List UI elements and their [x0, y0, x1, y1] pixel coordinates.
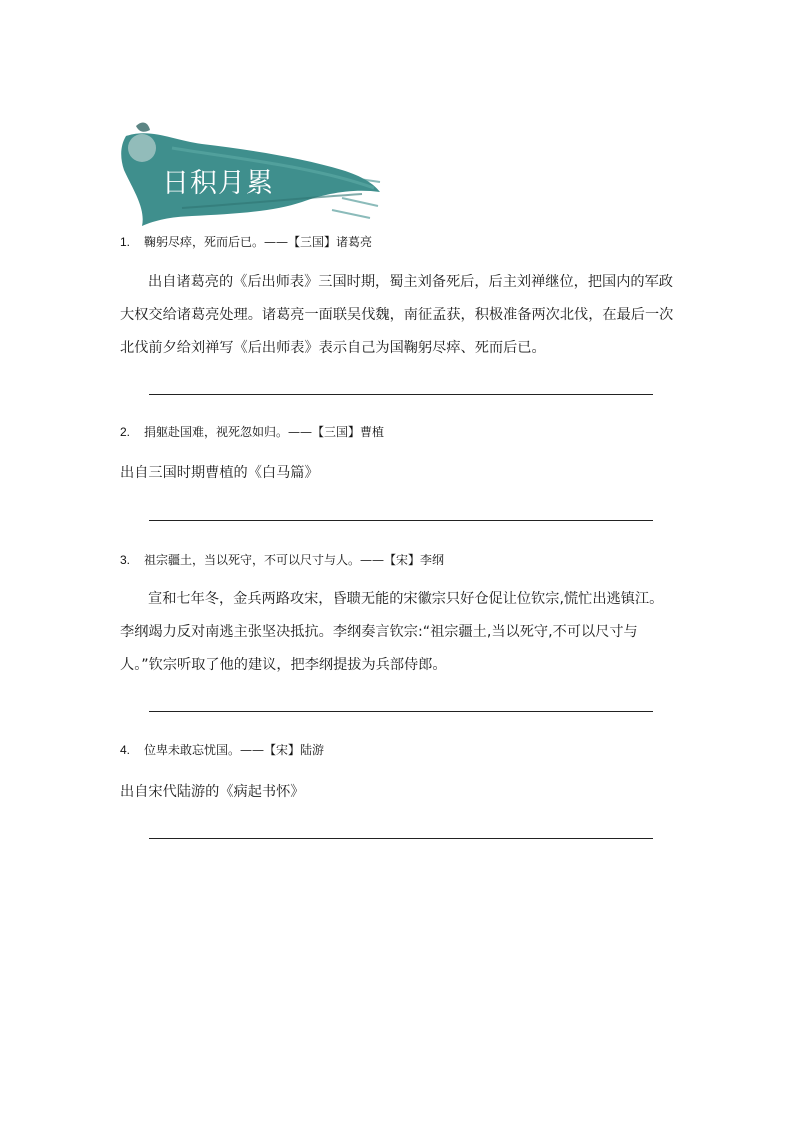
quote-text: 位卑未敢忘忧国。——【宋】陆游: [144, 743, 325, 757]
explanation-3: 宣和七年冬，金兵两路攻宋，昏聩无能的宋徽宗只好仓促让位钦宗,慌忙出逃镇江。李纲竭力反对南逃主张坚决抵抗。李纲奏言钦宗:“祖宗疆土,当以死守,不可以尺寸与人。”钦宗听取了他的建议，把李纲提拔为兵部侍郎。: [120, 591, 664, 673]
quote-text: 捐躯赴国难，视死忽如归。——【三国】曹植: [144, 425, 385, 439]
quote-2: [120, 423, 384, 440]
explanation-2: 出自三国时期曹植的《白马篇》: [120, 465, 319, 481]
page-title: 日积月累: [162, 168, 274, 199]
quote-3: [120, 551, 444, 568]
quote-number: 4.: [120, 743, 131, 757]
explanation-4: 出自宋代陆游的《病起书怀》: [120, 784, 305, 800]
quote-text: 鞠躬尽瘁，死而后已。——【三国】诸葛亮: [144, 235, 373, 249]
quote-number: 1.: [120, 235, 131, 249]
quote-1: [120, 233, 372, 250]
quote-number: 3.: [120, 553, 131, 567]
answer-line[interactable]: [149, 711, 653, 712]
explanation-1: 出自诸葛亮的《后出师表》三国时期，蜀主刘备死后，后主刘禅继位，把国内的军政大权交给诸葛亮处理。诸葛亮一面联吴伐魏，南征孟获，积极准备两次北伐，在最后一次北伐前夕给刘禅写《后出师表》表示自己为国鞠躬尽瘁、死而后已。: [120, 274, 674, 356]
answer-line[interactable]: [149, 838, 653, 839]
quote-text: 祖宗疆土，当以死守，不可以尺寸与人。——【宋】李纲: [144, 553, 445, 567]
quote-number: 2.: [120, 425, 131, 439]
answer-line[interactable]: [149, 520, 653, 521]
answer-line[interactable]: [149, 394, 653, 395]
quote-4: [120, 741, 324, 758]
